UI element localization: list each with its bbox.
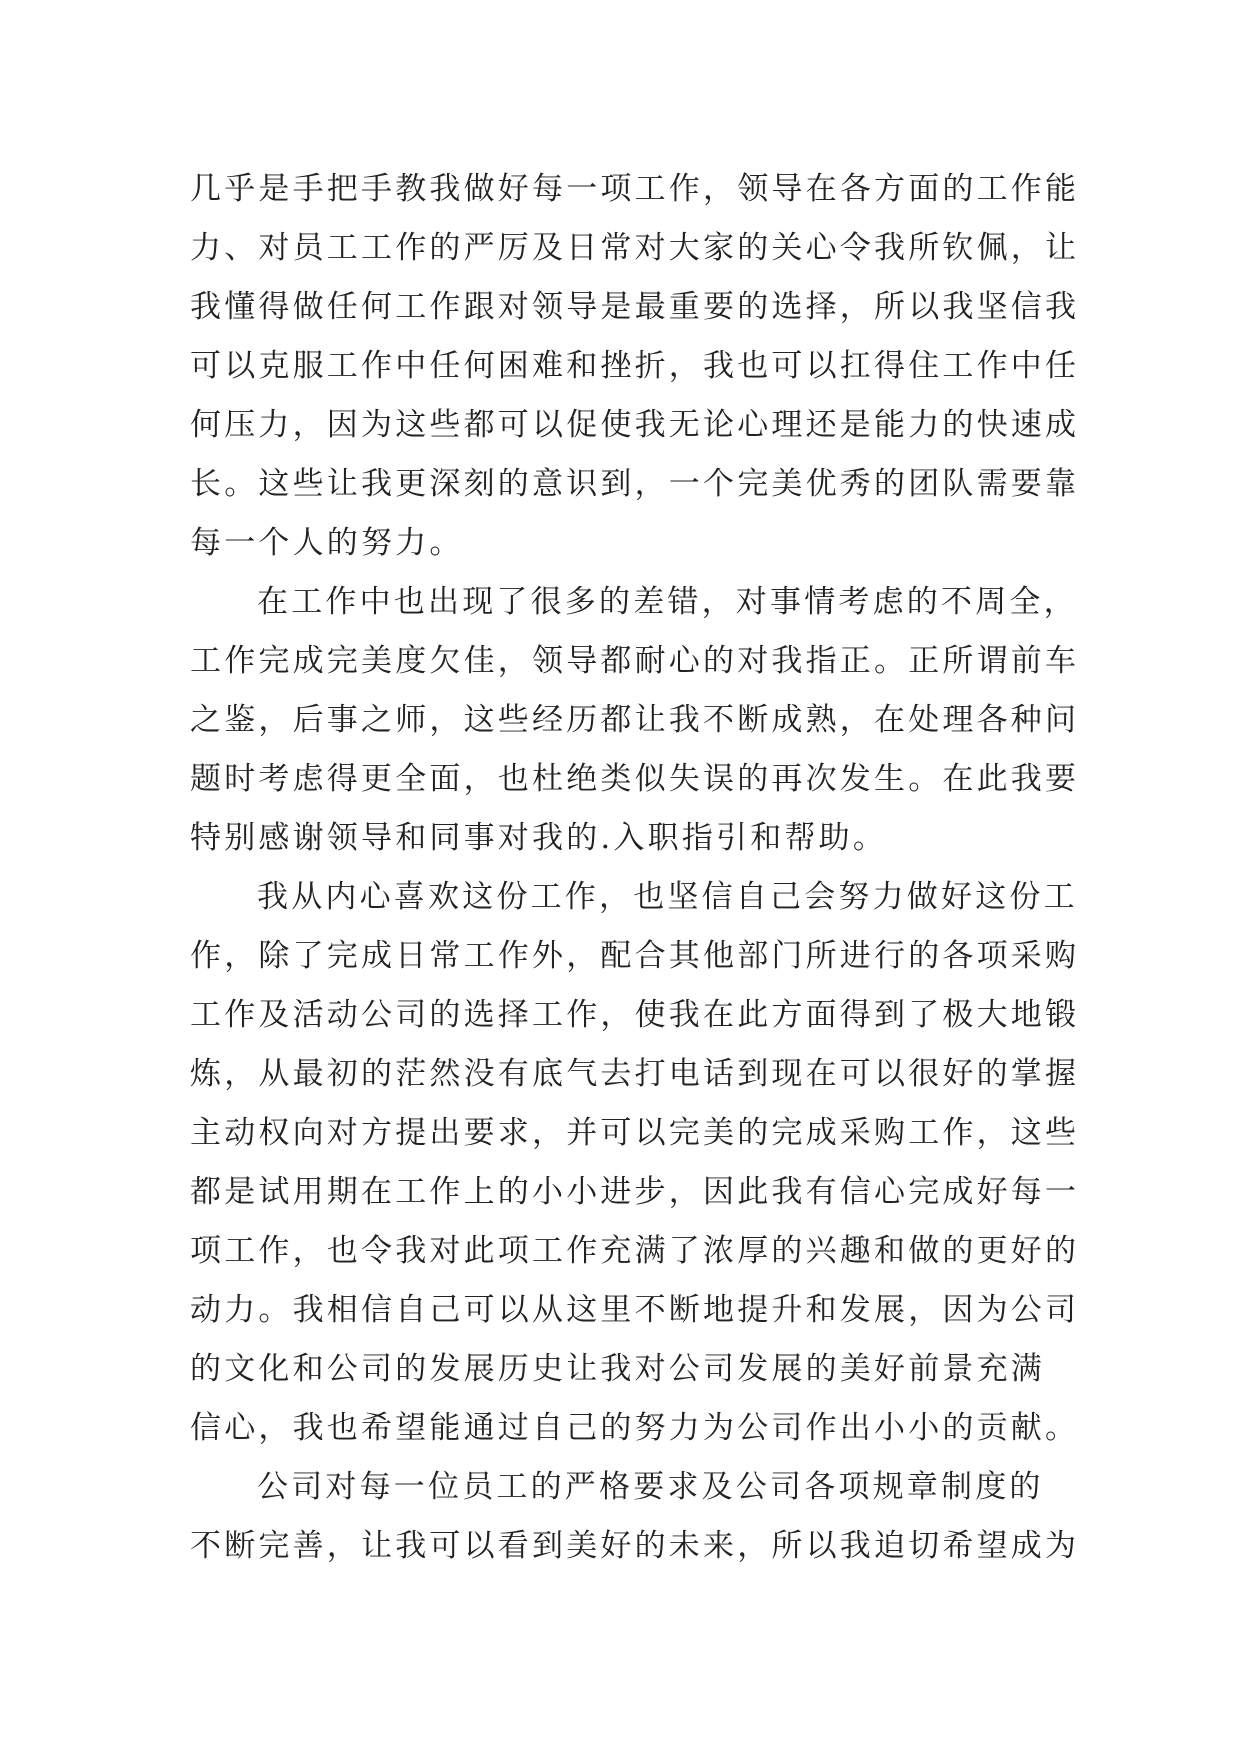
paragraph-start-line: 我从内心喜欢这份工作，也坚信自己会努力做好这份工 <box>257 879 1078 915</box>
text-line: 长。这些让我更深刻的意识到，一个完美优秀的团队需要靠 <box>190 466 1080 502</box>
text-line: 工作完成完美度欠佳，领导都耐心的对我指正。正所谓前车 <box>190 643 1080 679</box>
text-line: 力、对员工工作的严厉及日常对大家的关心令我所钦佩，让 <box>190 230 1080 266</box>
text-line: 都是试用期在工作上的小小进步，因此我有信心完成好每一 <box>190 1174 1080 1210</box>
body-text <box>190 160 1080 1576</box>
text-line: 题时考虑得更全面，也杜绝类似失误的再次发生。在此我要 <box>190 761 1080 797</box>
text-line: 炼，从最初的茫然没有底气去打电话到现在可以很好的掌握 <box>190 1056 1080 1092</box>
text-line: 不断完善，让我可以看到美好的未来，所以我迫切希望成为 <box>190 1528 1080 1564</box>
text-line: 何压力，因为这些都可以促使我无论心理还是能力的快速成 <box>190 407 1080 443</box>
text-line: 特别感谢领导和同事对我的.入职指引和帮助。 <box>190 820 888 856</box>
text-line: 项工作，也令我对此项工作充满了浓厚的兴趣和做的更好的 <box>190 1233 1080 1269</box>
text-line: 几乎是手把手教我做好每一项工作，领导在各方面的工作能 <box>190 171 1080 207</box>
text-line: 我懂得做任何工作跟对领导是最重要的选择，所以我坚信我 <box>190 289 1080 325</box>
text-line: 动力。我相信自己可以从这里不断地提升和发展，因为公司 <box>190 1292 1080 1328</box>
text-line: 主动权向对方提出要求，并可以完美的完成采购工作，这些 <box>190 1115 1080 1151</box>
text-line: 每一个人的努力。 <box>190 525 464 561</box>
text-line: 的文化和公司的发展历史让我对公司发展的美好前景充满 <box>190 1351 1045 1387</box>
text-line: 作，除了完成日常工作外，配合其他部门所进行的各项采购 <box>190 938 1080 974</box>
text-line: 之鉴，后事之师，这些经历都让我不断成熟，在处理各种问 <box>190 702 1080 738</box>
paragraph-start-line: 公司对每一位员工的严格要求及公司各项规章制度的 <box>257 1469 1044 1505</box>
text-line: 可以克服工作中任何困难和挫折，我也可以扛得住工作中任 <box>190 348 1080 384</box>
text-line: 信心，我也希望能通过自己的努力为公司作出小小的贡献。 <box>190 1410 1080 1446</box>
paragraph-start-line: 在工作中也出现了很多的差错，对事情考虑的不周全， <box>257 584 1078 620</box>
text-line: 工作及活动公司的选择工作，使我在此方面得到了极大地锻 <box>190 997 1080 1033</box>
